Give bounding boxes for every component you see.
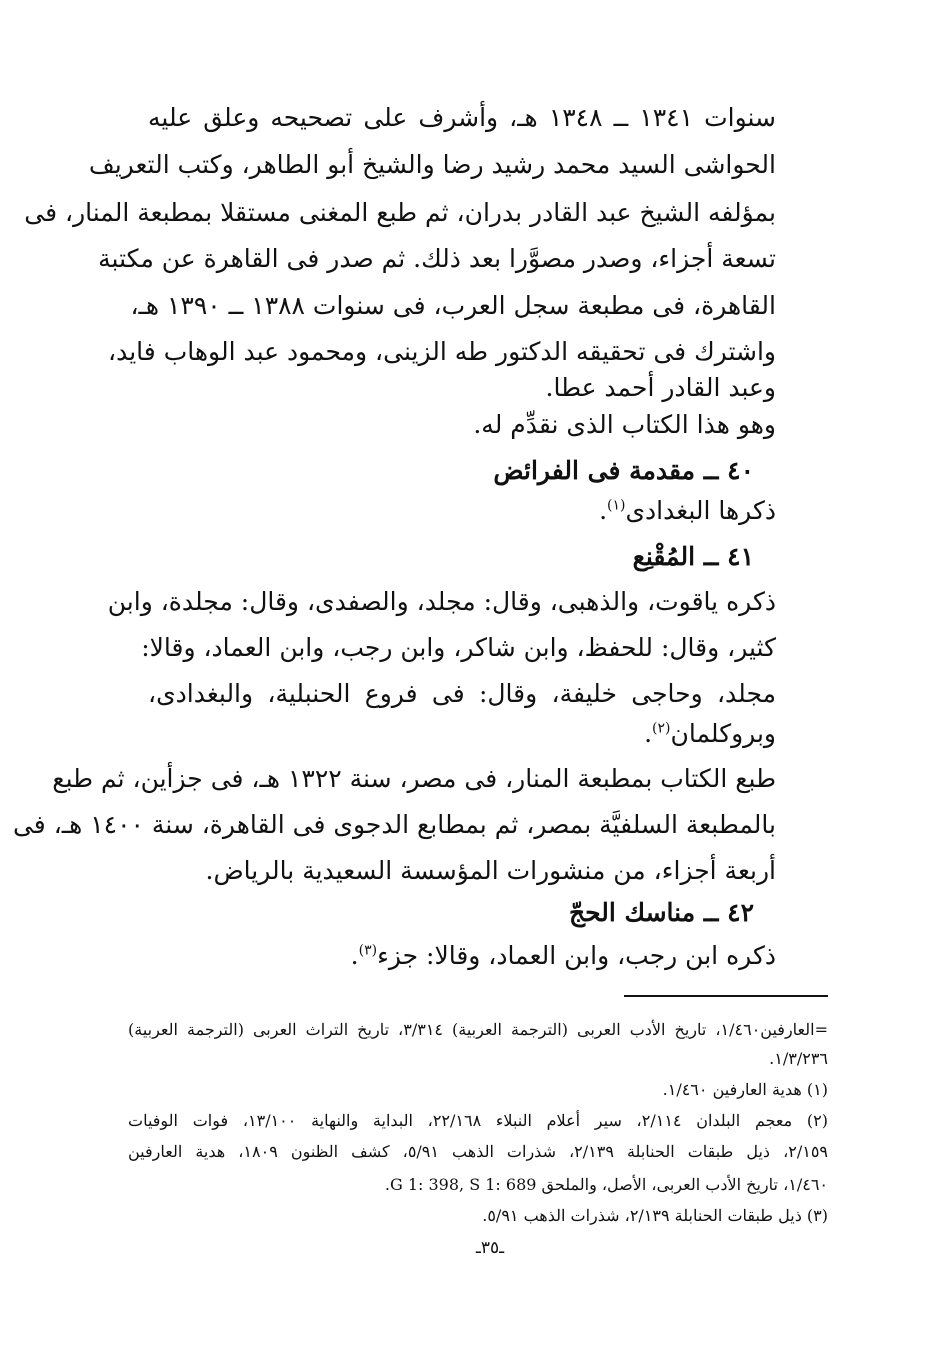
- footnote-line: =العارفين١/٤٦٠، تاريخ الأدب العربى (الترجمة العربية) ٣/٣١٤، تاريخ التراث العربى (الترجمة العربية): [128, 1020, 828, 1039]
- text-line: بالمطبعة السلفيَّة بمصر، ثم بمطابع الدجوى فى القاهرة، سنة ١٤٠٠ هـ، فى: [12, 810, 776, 839]
- text-line: تسعة أجزاء، وصدر مصوَّرا بعد ذلك. ثم صدر فى القاهرة عن مكتبة: [98, 244, 776, 273]
- text-line: سنوات ١٣٤١ ــ ١٣٤٨ هـ، وأشرف على تصحيحه وعلق عليه: [148, 103, 777, 132]
- entry-heading-40: ٤٠ ــ مقدمة فى الفرائض: [493, 456, 754, 485]
- entry-end: .: [644, 719, 653, 748]
- entry-41-last-line: [148, 715, 776, 753]
- footnote-line: (١) هدية العارفين ١/٤٦٠.: [662, 1080, 828, 1099]
- footnote-line: ١/٣/٢٣٦.: [769, 1049, 828, 1068]
- footnote-line: ٢/١٥٩، ذيل طبقات الحنابلة ٢/١٣٩، شذرات الذهب ٥/٩١، كشف الظنون ١٨٠٩، هدية العارفين: [128, 1142, 828, 1161]
- footnote-ref: (٣): [358, 942, 378, 959]
- text-line: مجلد، وحاجى خليفة، وقال: فى فروع الحنبلية، والبغدادى،: [148, 679, 776, 708]
- entry-heading-41: ٤١ ــ المُقْنِع: [632, 542, 754, 571]
- entry-42-text: [148, 937, 776, 975]
- text-line: كثير، وقال: للحفظ، وابن شاكر، وابن رجب، وابن العماد، وقالا:: [141, 633, 776, 662]
- text-line: أربعة أجزاء، من منشورات المؤسسة السعيدية بالرياض.: [205, 856, 776, 885]
- entry-text: ذكرها البغدادى: [625, 496, 776, 525]
- page-number: ـ٣٥ـ: [475, 1238, 505, 1258]
- footnote-line: (٢) معجم البلدان ٢/١١٤، سير أعلام النبلاء ٢٢/١٦٨، البداية والنهاية ١٣/١٠٠، فوات الوفيات: [128, 1111, 829, 1130]
- footnote-ref: (١): [607, 497, 626, 514]
- entry-end: .: [350, 941, 359, 970]
- text-line: بمؤلفه الشيخ عبد القادر بدران، ثم طبع المغنى مستقلا بمطبعة المنار، فى: [24, 198, 776, 227]
- entry-text: ذكره ابن رجب، وابن العماد، وقالا: جزء: [377, 941, 776, 970]
- entry-end: .: [599, 496, 608, 525]
- text-line: وهو هذا الكتاب الذى نقدِّم له.: [473, 410, 776, 439]
- footnote-line: (٣) ذيل طبقات الحنابلة ٢/١٣٩، شذرات الذهب ٥/٩١.: [482, 1206, 828, 1225]
- text-line: طبع الكتاب بمطبعة المنار، فى مصر، سنة ١٣٢٢ هـ، فى جزأين، ثم طبع: [52, 764, 776, 793]
- text-line: واشترك فى تحقيقه الدكتور طه الزينى، ومحمود عبد الوهاب فايد،: [108, 337, 776, 366]
- footnote-ref: (٢): [652, 720, 671, 737]
- footnote-separator: [624, 995, 828, 997]
- footnote-line: ١/٤٦٠، تاريخ الأدب العربى، الأصل، والملحق G 1: 398, S 1: 689.: [384, 1175, 828, 1194]
- text-line: ذكره ياقوت، والذهبى، وقال: مجلد، والصفدى، وقال: مجلدة، وابن: [107, 587, 776, 616]
- entry-heading-42: ٤٢ ــ مناسك الحجّ: [568, 898, 754, 927]
- entry-40-text: [148, 492, 776, 530]
- text-line: وعبد القادر أحمد عطا.: [545, 373, 776, 402]
- entry-text: وبروكلمان: [670, 719, 776, 748]
- text-line: القاهرة، فى مطبعة سجل العرب، فى سنوات ١٣٨٨ ــ ١٣٩٠ هـ،: [130, 291, 776, 320]
- text-line: الحواشى السيد محمد رشيد رضا والشيخ أبو الطاهر، وكتب التعريف: [88, 150, 776, 179]
